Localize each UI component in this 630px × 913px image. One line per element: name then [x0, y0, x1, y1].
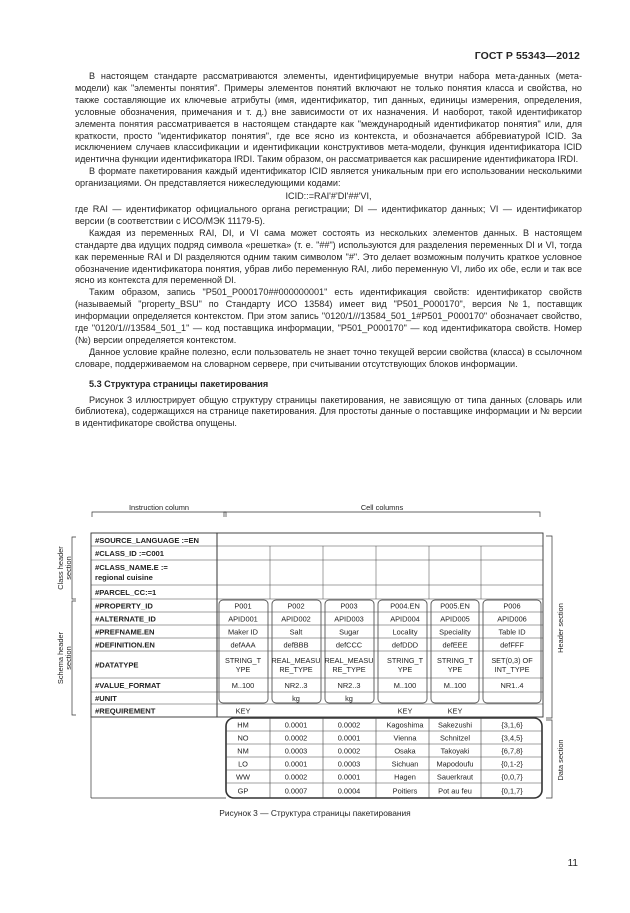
paragraph: Каждая из переменных RAI, DI, и VI сама может состоять из нескольких элементов данных. В настоящем стандарте два идущих подряд символа «решетка» (т. е. "##") используются для разделения переменных DI и VI, тогда как переменные RAI и DI разделяются одним таким символом "#". Это делает возможным получить краткое условное обозначение идентификатора понятия, убрав либо переменную RAI, либо переменную VI, либо их обе, если и так все ясно из контекста для переменной DI. — [75, 227, 582, 286]
class-row-label: regional cuisine — [95, 573, 153, 582]
data-cell: Pot au feu — [438, 786, 472, 796]
schema-cell: NR2..3 — [337, 681, 361, 690]
schema-cell: defCCC — [335, 640, 363, 650]
schema-row-label: #PROPERTY_ID — [95, 601, 153, 611]
schema-cell: M..100 — [393, 681, 417, 690]
data-cell: Kagoshima — [386, 720, 424, 730]
schema-cell: APID001 — [228, 614, 258, 624]
data-cell: 0.0002 — [337, 720, 361, 730]
schema-cell: RE_TYPE — [279, 665, 313, 674]
schema-row-label: #ALTERNATE_ID — [95, 614, 156, 624]
schema-cell: YPE — [397, 665, 413, 674]
data-cell: {0,0,7} — [501, 772, 523, 782]
data-cell: LO — [238, 759, 248, 769]
schema-cell: Speciality — [439, 627, 471, 637]
data-cell: Osaka — [394, 746, 416, 756]
schema-cell: APID005 — [440, 614, 470, 624]
cell-columns-label: Cell columns — [360, 503, 404, 512]
schema-cell: P004.EN — [390, 601, 420, 611]
data-cell: 0.0001 — [284, 759, 308, 769]
schema-cell: Table ID — [498, 627, 526, 637]
schema-cell: APID002 — [281, 614, 311, 624]
schema-cell: KEY — [397, 706, 413, 716]
schema-cell: YPE — [447, 665, 463, 674]
data-cell: 0.0007 — [284, 786, 308, 796]
data-cell: Poitiers — [392, 786, 418, 796]
schema-cell: Maker ID — [228, 627, 258, 637]
data-cell: 0.0001 — [337, 772, 361, 782]
schema-cell: APID004 — [390, 614, 420, 624]
data-cell: 0.0002 — [337, 746, 361, 756]
schema-cell: defFFF — [500, 640, 524, 650]
data-cell: 0.0002 — [284, 772, 308, 782]
data-cell: NM — [237, 746, 249, 756]
data-cell: NO — [237, 733, 249, 743]
data-cell: {6,7,8} — [501, 746, 523, 756]
schema-cell: STRING_T — [386, 656, 424, 665]
schema-cell: defDDD — [391, 640, 419, 650]
schema-cell: P006 — [503, 601, 521, 611]
data-cell: Hagen — [394, 772, 416, 782]
schema-cell: kg — [345, 694, 353, 703]
schema-cell: RE_TYPE — [332, 665, 366, 674]
schema-cell: P002 — [287, 601, 305, 611]
schema-cell: Locality — [392, 627, 418, 637]
schema-row-label: #DEFINITION.EN — [95, 640, 155, 650]
schema-row-label: #REQUIREMENT — [95, 706, 156, 716]
data-cell: Schnitzel — [440, 733, 470, 743]
schema-cell: M..100 — [443, 681, 467, 690]
data-cell: GP — [237, 786, 249, 796]
data-cell: HM — [237, 720, 249, 730]
schema-cell: INT_TYPE — [494, 665, 530, 674]
instruction-column-label: Instruction column — [129, 503, 189, 512]
data-cell: 0.0001 — [337, 733, 361, 743]
schema-cell: YPE — [235, 665, 251, 674]
body-text — [75, 71, 582, 430]
schema-cell: REAL_MEASU — [324, 656, 374, 665]
schema-header-label: section — [64, 646, 73, 670]
standard-header: ГОСТ Р 55343—2012 — [474, 50, 580, 62]
header-section-label: Header section — [556, 603, 565, 653]
paragraph: Данное условие крайне полезно, если пользователь не знает точно текущей версии свойства (класса) в ссылочном словаре, поддерживаемом на словарном сервере, при считывании отсутствующих блоков информации. — [75, 346, 582, 369]
schema-cell: defAAA — [230, 640, 256, 650]
formula: ICID::=RAI'#'DI'##'VI, — [285, 191, 372, 202]
schema-cell: KEY — [447, 706, 463, 716]
schema-cell: NR1..4 — [500, 681, 524, 690]
schema-cell: Salt — [289, 627, 303, 637]
class-header-label: Class header — [56, 546, 65, 590]
data-cell: WW — [236, 772, 250, 782]
schema-cell: APID006 — [497, 614, 527, 624]
schema-row-label: #PREFNAME.EN — [95, 627, 155, 637]
schema-cell: kg — [292, 694, 300, 703]
figure-diagram — [54, 503, 584, 807]
class-row-label: #CLASS_NAME.E := — [95, 563, 168, 572]
page-number: 11 — [567, 858, 578, 869]
schema-cell: P001 — [234, 601, 252, 611]
data-cell: 0.0001 — [284, 720, 308, 730]
data-cell: {3,1,6} — [501, 720, 523, 730]
class-row-label: #SOURCE_LANGUAGE :=EN — [95, 536, 200, 545]
data-cell: 0.0002 — [284, 733, 308, 743]
schema-cell: KEY — [235, 706, 251, 716]
schema-cell: NR2..3 — [284, 681, 308, 690]
schema-row-label: #VALUE_FORMAT — [95, 681, 161, 690]
schema-cell: REAL_MEASU — [271, 656, 321, 665]
paragraph: Таким образом, запись "P501_P000170##000000001" есть идентификация свойств: идентификатор свойств (называемый "property_BSU" по Стандарту ИСО 13584) имеет вид "P501_P000170", версия №1, поставщик информации определяется контекстом. При этом запись "0120/1///13584_501_1#P501_P000170" обозначает свойство, где "0120/1///13584_501_1" — код поставщика информации, "P501_P000170" — код идентификатора свойств. Номер (№) версии определяется контекстом. — [75, 287, 582, 345]
schema-cell: APID003 — [334, 614, 364, 624]
schema-header-label: Schema header — [56, 631, 65, 685]
data-cell: 0.0003 — [337, 759, 361, 769]
paragraph: В настоящем стандарте рассматриваются элементы, идентифицируемые внутри набора мета-данных (мета-модели) как "элементы понятия". Примеры элементов понятий включают не только понятия класса и свойства, но также составляющие их ключевые атрибуты (имя, идентификатор, тип данных, единицы измерения, определения, условные обозначения, примечания и т. д.) вне зависимости от их назначения. И наоборот, такой идентификатор элемента понятия рассматривается в настоящем стандарте как "международный идентификатор понятия" или, для краткости, просто "идентификатор понятия", где все ясно из контекста, и обозначается аббревиатурой ICID. За исключением случаев классификации и идентификации конструктивов мета-модели, функция идентификатора ICID идентична функции идентификатора IRDI. Таким образом, он рассматривается как расширение идентификатора IRDI. — [75, 71, 582, 165]
data-cell: Mapodoufu — [436, 759, 474, 769]
data-cell: {0,1-2} — [501, 759, 523, 769]
data-cell: Vienna — [393, 733, 417, 743]
schema-cell: P005.EN — [440, 601, 470, 611]
schema-cell: defBBB — [283, 640, 309, 650]
paragraph: В формате пакетирования каждый идентификатор ICID является уникальным при его использовании несколькими организациями. Он представляется нижеследующими кодами: — [75, 166, 582, 189]
class-row-label: #CLASS_ID :=C001 — [95, 549, 165, 558]
class-row-label: #PARCEL_CC:=1 — [95, 588, 157, 597]
data-cell: 0.0004 — [337, 786, 361, 796]
data-cell: Sauerkraut — [436, 772, 474, 782]
data-cell: Takoyaki — [440, 746, 470, 756]
schema-cell: defEEE — [442, 640, 468, 650]
schema-cell: P003 — [340, 601, 358, 611]
data-cell: Sakezushi — [437, 720, 473, 730]
section-heading: 5.3 Структура страницы пакетирования — [89, 378, 269, 389]
data-cell: {3,4,5} — [501, 733, 523, 743]
data-section-label: Data section — [556, 739, 565, 781]
schema-row-label: #DATATYPE — [95, 660, 139, 670]
data-cell: {0,1,7} — [501, 786, 523, 796]
data-cell: Sichuan — [391, 759, 419, 769]
schema-row-label: #UNIT — [95, 694, 117, 703]
paragraph: Рисунок 3 иллюстрирует общую структуру страницы пакетирования, не зависящую от типа данных (словарь или библиотека), содержащихся на странице пакетирования. Для простоты данные о поставщике информации и № версии в идентификаторе свойства опущены. — [75, 394, 582, 429]
schema-cell: SET(0,3) OF — [491, 656, 533, 665]
schema-cell: Sugar — [339, 627, 359, 637]
schema-cell: STRING_T — [436, 656, 474, 665]
paragraph: где RAI — идентификатор официального органа регистрации; DI — идентификатор данных; VI — идентификатор версии (в соответствии с ИСО/МЭК 11179-5). — [75, 203, 582, 226]
class-header-label: section — [64, 556, 73, 580]
schema-cell: STRING_T — [224, 656, 262, 665]
schema-cell: M..100 — [231, 681, 255, 690]
data-cell: 0.0003 — [284, 746, 308, 756]
figure-caption: Рисунок 3 — Структура страницы пакетирования — [219, 808, 411, 818]
